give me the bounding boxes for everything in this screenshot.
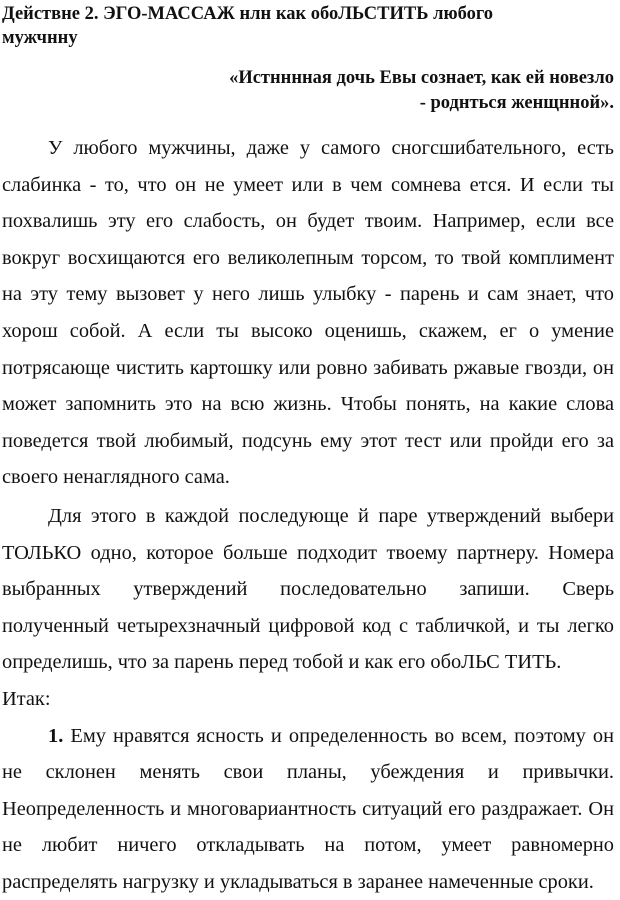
test-item-text: Ему нравятся ясность и определенность во всем, поэтому он не склонен менять свои планы, убеждения и привычки. Неопределенность и многовариантность ситуаций его раздражает. Он не любит ничего откладывать на потом, умеет равномерно распределять нагрузку и укладываться в заранее намеченные сроки. — [2, 725, 614, 893]
paragraph-instructions: Для этого в каждой последующе й паре утверждений выбери ТОЛЬКО одно, которое больше подходит твоему партнеру. Номера выбранных утверждений последовательно запиши. Сверь полученный четырехзначный цифровой код с табличкой, и ты легко определишь, что за парень перед тобой и как его обоЛЬС ТИТЬ. — [2, 498, 614, 681]
paragraph-itak: Итак: — [2, 681, 614, 718]
epigraph-line-1: «Истнннная дочь Евы сознает, как ей новезло — [229, 66, 614, 91]
body-text — [2, 130, 614, 900]
paragraph-intro: У любого мужчины, даже у самого сногсшибательного, есть слабинка - то, что он не умеет или в чем сомнева ется. И если ты похвалишь эту его слабость, он будет твоим. Например, если все вокруг восхищаются его великолепным торсом, то твой комплимент на эту тему вызовет у него лишь улыбку - парень и сам знает, что хорош собой. А если ты высоко оценишь, скажем, ег о умение потрясающе чистить картошку или ровно забивать ржавые гвозди, он может запомнить это на всю жизнь. Чтобы понять, на какие слова поведется твой любимый, подсунь ему этот тест или пройди его за своего ненаглядного сама. — [2, 130, 614, 496]
chapter-heading: Действне 2. ЭГО-МАССАЖ нлн как обоЛЬСТИТЬ любого мужчнну — [2, 2, 562, 50]
epigraph — [229, 66, 614, 116]
test-item-1 — [2, 718, 614, 900]
test-item-number: 1. — [48, 725, 63, 747]
epigraph-line-2: - роднться женщнной». — [229, 91, 614, 116]
